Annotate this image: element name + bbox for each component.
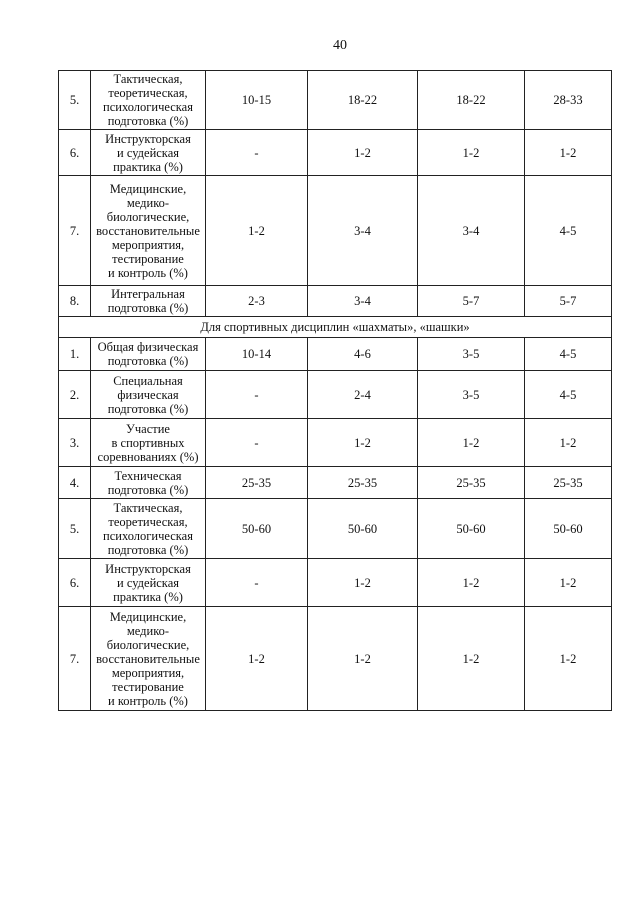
row-label-line: и судейская xyxy=(117,575,179,590)
value-cell: 3-4 xyxy=(418,176,525,286)
row-label xyxy=(91,607,206,711)
row-number: 4. xyxy=(59,467,91,499)
value-cell: - xyxy=(206,559,308,607)
row-label-line: медико- xyxy=(126,623,170,638)
page-number: 40 xyxy=(333,38,347,53)
row-label-line: и судейская xyxy=(117,145,179,160)
row-label xyxy=(91,71,206,130)
value-cell: 1-2 xyxy=(308,607,418,711)
table-row xyxy=(59,371,612,419)
table-row xyxy=(59,286,612,317)
table-row xyxy=(59,467,612,499)
value-cell: 2-3 xyxy=(206,286,308,317)
value-cell: 25-35 xyxy=(525,467,612,499)
row-label-line: соревнованиях (%) xyxy=(97,449,199,464)
value-cell: 3-5 xyxy=(418,371,525,419)
value-cell: 1-2 xyxy=(206,607,308,711)
value-cell: 1-2 xyxy=(418,130,525,176)
value-cell: 50-60 xyxy=(206,499,308,559)
value-cell: - xyxy=(206,371,308,419)
row-label-line: теоретическая, xyxy=(108,86,188,100)
value-cell: 3-5 xyxy=(418,338,525,371)
table-row xyxy=(59,419,612,467)
row-label xyxy=(91,559,206,607)
value-cell: - xyxy=(206,419,308,467)
row-label-line: Специальная xyxy=(113,373,183,388)
value-cell: 1-2 xyxy=(308,419,418,467)
row-number: 7. xyxy=(59,176,91,286)
row-label-line: Инструкторская xyxy=(105,131,191,146)
row-label xyxy=(91,176,206,286)
row-label-line: теоретическая, xyxy=(108,514,188,529)
row-number: 5. xyxy=(59,71,91,130)
row-label-line: Тактическая, xyxy=(113,500,183,515)
value-cell: 1-2 xyxy=(525,130,612,176)
row-label-line: восстановительные xyxy=(96,651,200,666)
table-row xyxy=(59,559,612,607)
value-cell: 5-7 xyxy=(418,286,525,317)
table-row xyxy=(59,176,612,286)
row-label-line: Интегральная xyxy=(111,287,185,301)
row-label-line: физическая xyxy=(117,387,179,402)
row-label-line: Общая физическая xyxy=(97,340,199,354)
row-label-line: биологические, xyxy=(106,209,190,224)
table-row xyxy=(59,71,612,130)
row-number: 7. xyxy=(59,607,91,711)
table-row xyxy=(59,607,612,711)
row-label xyxy=(91,130,206,176)
table-row xyxy=(59,499,612,559)
row-label-line: восстановительные xyxy=(96,223,200,238)
value-cell: 3-4 xyxy=(308,176,418,286)
row-label-line: биологические, xyxy=(106,637,190,652)
row-label-line: Тактическая, xyxy=(113,72,183,86)
value-cell: 4-6 xyxy=(308,338,418,371)
row-number: 6. xyxy=(59,559,91,607)
row-label-line: подготовка (%) xyxy=(107,114,189,128)
row-label xyxy=(91,371,206,419)
value-cell: 1-2 xyxy=(206,176,308,286)
row-label xyxy=(91,338,206,371)
value-cell: 1-2 xyxy=(418,419,525,467)
row-label-line: подготовка (%) xyxy=(107,542,189,557)
value-cell: 1-2 xyxy=(418,607,525,711)
row-label-line: психологическая xyxy=(103,528,193,543)
value-cell: 2-4 xyxy=(308,371,418,419)
value-cell: 18-22 xyxy=(418,71,525,130)
value-cell: 3-4 xyxy=(308,286,418,317)
row-label-line: подготовка (%) xyxy=(107,401,189,416)
row-label-line: тестирование xyxy=(112,679,184,694)
row-number: 5. xyxy=(59,499,91,559)
value-cell: 4-5 xyxy=(525,176,612,286)
row-label-line: Медицинские, xyxy=(109,181,187,196)
training-plan-table xyxy=(58,70,612,711)
row-label-line: психологическая xyxy=(103,100,193,114)
row-label-line: медико- xyxy=(126,195,170,210)
row-number: 2. xyxy=(59,371,91,419)
row-label xyxy=(91,467,206,499)
value-cell: 50-60 xyxy=(525,499,612,559)
section-header-row xyxy=(59,317,612,338)
row-label-line: подготовка (%) xyxy=(107,301,189,315)
row-label-line: мероприятия, xyxy=(111,665,185,680)
value-cell: 1-2 xyxy=(308,130,418,176)
row-label-line: Медицинские, xyxy=(109,609,187,624)
value-cell: 10-14 xyxy=(206,338,308,371)
value-cell: 50-60 xyxy=(418,499,525,559)
row-label-line: практика (%) xyxy=(113,159,183,174)
value-cell: 25-35 xyxy=(418,467,525,499)
row-label-line: Участие xyxy=(126,421,170,436)
row-number: 3. xyxy=(59,419,91,467)
row-label-line: подготовка (%) xyxy=(107,354,189,368)
value-cell: 28-33 xyxy=(525,71,612,130)
value-cell: 5-7 xyxy=(525,286,612,317)
value-cell: 1-2 xyxy=(525,607,612,711)
value-cell: 25-35 xyxy=(206,467,308,499)
value-cell: 10-15 xyxy=(206,71,308,130)
row-label-line: Техническая xyxy=(114,468,182,483)
value-cell: 18-22 xyxy=(308,71,418,130)
row-label-line: и контроль (%) xyxy=(108,693,188,708)
value-cell: 1-2 xyxy=(308,559,418,607)
row-label-line: тестирование xyxy=(112,251,184,266)
value-cell: 1-2 xyxy=(418,559,525,607)
value-cell: 1-2 xyxy=(525,559,612,607)
value-cell: 4-5 xyxy=(525,338,612,371)
row-label-line: в спортивных xyxy=(111,435,185,450)
value-cell: 25-35 xyxy=(308,467,418,499)
row-number: 6. xyxy=(59,130,91,176)
value-cell: 50-60 xyxy=(308,499,418,559)
row-label-line: мероприятия, xyxy=(111,237,185,252)
row-label-line: практика (%) xyxy=(113,589,183,604)
row-label-line: подготовка (%) xyxy=(107,482,189,497)
row-label-line: и контроль (%) xyxy=(108,265,188,280)
table-body xyxy=(59,71,612,711)
value-cell: 1-2 xyxy=(525,419,612,467)
section-header: Для спортивных дисциплин «шахматы», «шашки» xyxy=(59,317,612,338)
row-label xyxy=(91,286,206,317)
row-label-line: Инструкторская xyxy=(105,561,191,576)
row-number: 8. xyxy=(59,286,91,317)
row-label xyxy=(91,499,206,559)
row-label xyxy=(91,419,206,467)
table-row xyxy=(59,130,612,176)
table-row xyxy=(59,338,612,371)
row-number: 1. xyxy=(59,338,91,371)
value-cell: 4-5 xyxy=(525,371,612,419)
value-cell: - xyxy=(206,130,308,176)
